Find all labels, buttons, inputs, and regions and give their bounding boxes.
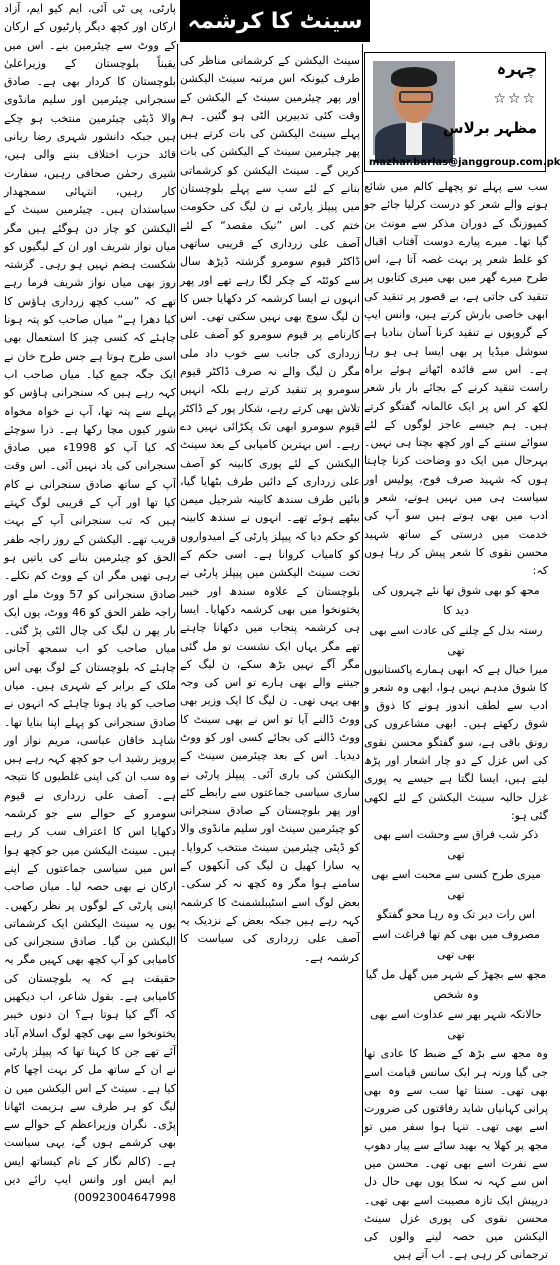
- stars-icon: ☆☆☆: [493, 91, 537, 107]
- body-paragraph: میرا خیال ہے کہ ابھی ہمارے پاکستانیوں کا شوق مدہم نہیں ہوا، ابھی وہ شعر و ادب سے لطف اندوز ہونے کا ذوق و شوق رکھتے ہیں۔ ابھی مشاعروں کی رونق باقی ہے، سو گفتگو محسن نقوی کی اس غزل کے دو چار اشعار اور پڑھ لیتے ہیں، ایسا لگتا ہے جیسے یہ پوری غزل حالیہ سینٹ الیکشن کے لئے لکھی گئی ہو:: [364, 662, 548, 822]
- article-column-middle: [180, 52, 360, 1136]
- headline: سینٹ کا کرشمہ: [187, 8, 363, 34]
- author-photo: [373, 61, 455, 155]
- byline-box: [364, 52, 560, 172]
- poem-couplet: مجھ کو بھی شوق تھا نئے چہروں کی دید کا رستہ بدل کے چلنے کی عادت اسے بھی تھی: [369, 583, 543, 657]
- body-paragraph: سینٹ الیکشن کے کرشماتی مناظر کی طرف کیونکہ اس مرتبہ سینٹ الیکشن اور پھر چیئرمین سینٹ کے الیکشن کے وقت کئی تدبیریں الٹی ہو گئیں۔ ہم پہلے سینٹ الیکشن کی بات کرتے ہیں پھر چیئرمین سینٹ کے الیکشن کی بات کریں گے۔ سینٹ الیکشن کو کرشماتی بنانے کے لئے سب سے پہلے بلوچستان میں پیپلز پارٹی نے ن لیگ کی حکومت ختم کی۔ اس ”نیک مقصد“ کے لئے آصف علی زرداری کے قریبی ساتھی ڈاکٹر قیوم سومرو گزشتہ ڈیڑھ سال سے کوئٹہ کے چکر لگا رہے تھے اور پھر انہوں نے ایسا کرشمہ کر دکھایا جس کا ن لیگ سوچ بھی نہیں سکتی تھی۔ اس کارنامے پر قیوم سومرو کو آصف علی زرداری کی جانب سے خوب داد ملی مگر ن لیگ والے نہ صرف ڈاکٹر قیوم سومرو پر تنقید کرتے رہے بلکہ انہیں تلاش بھی کرتے رہے، شکار پور کے ڈاکٹر قیوم سومرو ابھی تک پکڑائی نہیں دے رہے۔ اس بہترین کامیابی کے بعد سینٹ الیکشن کے لئے پوری کابینہ کو آصف علی زرداری کے دائیں طرف بٹھایا گیا، بائیں طرف سندھ کابینہ شرجیل میمن بیٹھے ہوئے تھے۔ انہوں نے سندھ کابینہ کو حکم دیا کہ پیپلز پارٹی کے امیدواروں کو کامیاب کروانا ہے۔ اسی حکم کے تحت سینٹ الیکشن میں پیپلز پارٹی نے بلوچستان کے علاوہ سندھ اور خیبر پختونخوا میں بھی کرشمہ دکھایا۔ ایسا ہی کرشمہ پنجاب میں دکھانا چاہتے تھے مگر یہاں ایک نشست تو مل گئی مگر آگے نہیں بڑھ سکے، ن لیگ کے جیتنے والے بھی ہارے تو اس کی وجہ بھی یہی تھی۔ ن لیگ کا ایک وزیر بھی ووٹ ڈالنے آیا تو اس نے بھی سینٹ کا ووٹ ڈالنے کی بجائے کسی اور کو ووٹ دیدیا۔ اس کے بعد چیئرمین سینٹ کے الیکشن کی باری آئی۔ پیپلز پارٹی نے ساری سیاسی جماعتوں سے رابطے کئے اور پھر بلوچستان کے صادق سنجرانی کو چیئرمین سینٹ اور سلیم مانڈوی والا کو ڈپٹی چیئرمین سینٹ منتخب کروایا۔ یہ سارا کھیل ن لیگ کی آنکھوں کے سامنے ہوا مگر وہ کچھ نہ کر سکی۔ بعض لوگ اسے اسٹیبلشمنٹ کا کرشمہ کہہ رہے ہیں جبکہ بعض کے نزدیک یہ آصف علی زرداری کی سیاست کا کرشمہ ہے۔: [180, 54, 360, 964]
- author-email: mazhar.barlas@janggroup.com.pk: [369, 157, 560, 168]
- article-column-right: [364, 178, 548, 1262]
- author-name: مظہر برلاس: [442, 119, 537, 137]
- closing-paragraph: وہ مجھ سے بڑھ کے ضبط کا عادی تھا جی گیا ورنہ ہر ایک سانس قیامت اسے بھی تھی۔ سنتا تھا سب سے وہ بھی پرانی کہانیاں شاید رفاقتوں کی ضرورت اسے بھی تھی۔ تنہا ہوا سفر میں تو مجھ پر کھلا یہ بھید سائے سے پیار دھوپ سے نفرت اسے بھی تھی۔ محسن میں اس سے کہہ نہ سکا یوں بھی حال دل درپیش ایک تازہ مصیبت اسے بھی تھی۔ محسن نقوی کی پوری غزل سینٹ الیکشن میں حصہ لینے والوں کی ترجمانی کر رہی ہے۔ اب آتے ہیں: [364, 1047, 548, 1262]
- column-name: چہرہ: [496, 59, 537, 78]
- headline-bar: [180, 0, 370, 42]
- article-column-left: [4, 0, 176, 1205]
- column-divider-left: [177, 44, 178, 1136]
- poem-stanza: ذکر شب فراق سے وحشت اسے بھی تھی میری طرح کسی سے محبت اسے بھی تھی اس رات دیر تک وہ رہا محو گفتگو مصروف میں بھی کم تھا فراغت اسے بھی تھی مجھ سے بچھڑ کے شہر میں گھل مل گیا وہ شخص حالانکہ شہر بھر سے عداوت اسے بھی تھی: [365, 828, 547, 1042]
- body-paragraph: پارٹی، پی ٹی آئی، ایم کیو ایم، آزاد ارکان اور کچھ دیگر پارٹیوں کے ارکان کے ووٹ سے چیئرمین بنے۔ اس میں یقیناً بلوچستان کے وزیراعلیٰ بلوچستان کا کردار بھی ہے۔ صادق سنجرانی چیئرمین اور سلیم مانڈوی والا ڈپٹی چیئرمین منتخب ہو چکے ہیں جبکہ دانشور شہری رضا ربانی قائد حزب اختلاف بننے والی ہیں، شیری رحمٰن صحافی رہیں، سفارت کار رہیں، انتہائی سمجھدار سیاستدان ہیں۔ چیئرمین سینٹ کے الیکشن کو چار دن ہوگئے ہیں مگر میاں نواز شریف اور ان کے لیگیوں کو شکست ہضم نہیں ہو رہی۔ گزشتہ روز بھی میاں نواز شریف فرما رہے تھے کہ ”سب کچھ زرداری ہاؤس کا کیا دھرا ہے“ میاں صاحب کو پتہ ہونا چاہئے کہ کسی چیز کا استعمال بھی اسی طرح ہوتا ہے جس طرح خان نے ایک جگہ جمع کیا۔ میاں صاحب اب کہہ رہے ہیں کہ سنجرانی ہاؤس کو پہلے سے پتہ تھا، آپ نے خواہ مخواہ شور کیوں مچا رکھا ہے۔ ذرا سوچئے کہ کیا آپ کو 1998ء میں صادق سنجرانی کی یاد نہیں آئی۔ اس وقت آپ کے ساتھ صادق سنجرانی نے کام کیا تھا اور آپ کے قریبی لوگ کہتے ہیں کہ تب سنجرانی آپ کے بہت قریب تھے۔ الیکشن کے روز راجہ ظفر الحق کو چیئرمین بنانے کی باتیں ہو رہی تھیں مگر ان کے ووٹ کم نکلے۔ صادق سنجرانی کو 57 ووٹ ملے اور راجہ ظفر الحق کو 46 ووٹ، یوں ایک بار پھر ن لیگ کی چال الٹی پڑ گئی۔ میاں صاحب کو اب سمجھ آجانی چاہئے کہ بلوچستان کے لوگ بھی اس ملک کے برابر کے شہری ہیں۔ میاں صاحب کو یاد ہونا چاہئے کہ انہوں نے صادق سنجرانی کو پہلے اپنا بنایا تھا۔ شاہد خاقان عباسی، مریم نواز اور پرویز رشید اب جو کچھ کہہ رہے ہیں وہ سب ان کی اپنی غلطیوں کا نتیجہ ہے۔ آصف علی زرداری نے قیوم سومرو کے حوالے سے جو کرشمہ دکھایا اس کا اعتراف سب کر رہے ہیں۔ سینٹ الیکشن میں جو کچھ ہوا اس میں سیاسی جماعتوں کے اپنے ارکان نے بھی حصہ لیا۔ میاں صاحب اپنی پارٹی کے لوگوں پر نظر رکھیں۔ یوں یہ سینٹ الیکشن ایک کرشماتی الیکشن بن گیا۔ صادق سنجرانی کی کامیابی کو آپ کچھ بھی کہیں مگر یہ حقیقت ہے کہ یہ بلوچستان کی کامیابی ہے۔ بقول شاعر، اب دیکھیں کہ آگے کیا ہوتا ہے؟ ان دنوں خیبر پختونخوا سے بھی کچھ لوگ اسلام آباد آئے تھے جن کا کہنا تھا کہ پیپلز پارٹی نے ان کے ساتھ مل کر بہت اچھا کام کیا ہے۔ سینٹ کے اس الیکشن میں ن لیگ کو ہر طرف سے ہزیمت اٹھانا پڑی۔ نگران وزیراعظم کے حوالے سے بھی کرشمے ہوں گے، یہی سیاست ہے۔ (کالم نگار کے نام کیساتھ ایس ایم ایس اور وانس ایپ رائے دیں 00923004647998): [4, 2, 176, 1205]
- column-divider-right: [362, 44, 363, 1136]
- intro-paragraph: سب سے پہلے تو پچھلے کالم میں شائع ہونے والے شعر کو درست کرلیا جائے جو کمپوزنگ کے دوران مذکر سے مونث بن گیا تھا۔ میرے پیارے دوست آفتاب اقبال کو غلط شعر پر بہت غصہ آتا ہے، اس طرح میرے گھر میں بھی میری کتابوں پر تنقید کی جاتی ہے، بے قصور پر تنقید کی ابھی خاصی بارش کرتے ہیں، وانس ایپ کے گروپوں نے تنقید کرنا آسان بنادیا ہے سوشل میڈیا پر بھی ایسا ہی ہو رہا ہے۔ اس سے فائدہ اٹھاتے ہوئے براہ راست تنقید کرنے کے بجائے بار بار شعر لکھ کر اس پر ایک عالمانہ گفتگو کرتے ہیں۔ ہم جیسے عاجز لوگوں کے لئے سوائے سننے کے اور کچھ بچتا ہی نہیں۔ بہرحال میں ایک دو وضاحت کرنا چاہتا ہوں کہ شہید صرف فوج، پولیس اور سیاست ہی میں نہیں ہوتے، شعر و ادب میں بھی ہوتے ہیں سو آپ کی خدمت میں درستی کے ساتھ شہید محسن نقوی کا شعر پیش کر رہا ہوں کہ:: [364, 180, 548, 578]
